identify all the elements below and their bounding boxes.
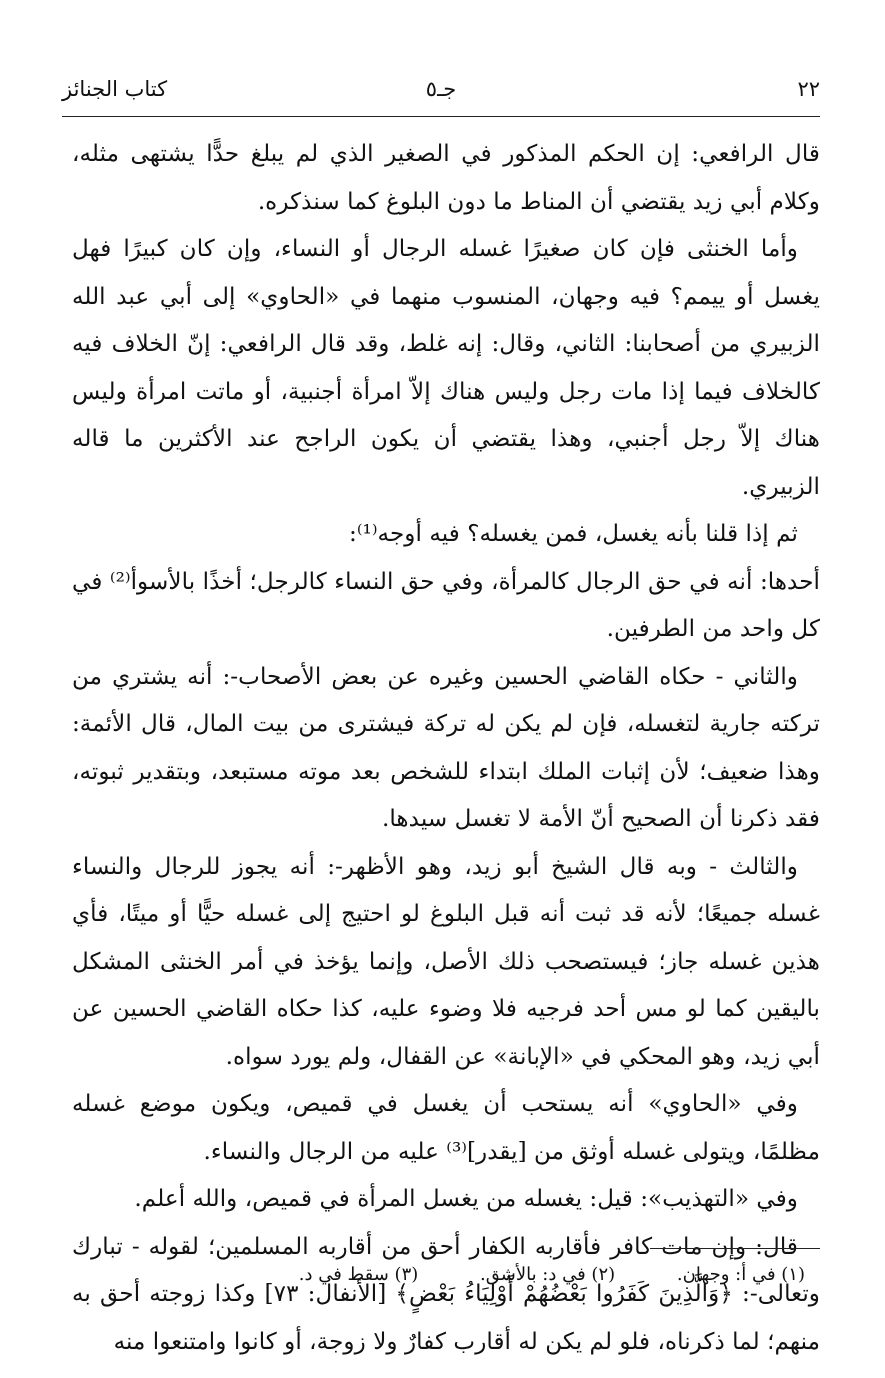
footnote: (٣) سقط في د. (298, 1264, 419, 1285)
paragraph: والثالث - وبه قال الشيخ أبو زيد، وهو الأظهر-: أنه يجوز للرجال والنساء غسله جميعًا؛ لأنه قد ثبت أنه قبل البلوغ لو احتيج إلى غسله حيًّا أو ميتًا، فأي هذين غسله جاز؛ فيستصحب ذلك الأصل، وإنما يؤخذ في أمر الخنثى المشكل باليقين كما لو مس أحد فرجيه فلا وضوء عليه، كذا حكاه القاضي الحسين عن أبي زيد، وهو المحكي في «الإبانة» عن القفال، ولم يورد سواه. (72, 852, 820, 1070)
footnote-rule (650, 1248, 820, 1249)
volume-label: جـ٥ (425, 77, 457, 101)
paragraph: قال الرافعي: إن الحكم المذكور في الصغير الذي لم يبلغ حدًّا يشتهى مثله، وكلام أبي زيد يقتضي أن المناط ما دون البلوغ كما سنذكره. (72, 140, 820, 215)
footnote: (١) في أ: وجهان. (676, 1264, 805, 1285)
footnotes (299, 1260, 805, 1290)
paragraph: أحدها: أنه في حق الرجال كالمرأة، وفي حق النساء كالرجل؛ أخذًا بالأسوأ⁽²⁾ في كل واحد من الطرفين. (72, 567, 820, 642)
header-rule (62, 116, 820, 117)
running-header (62, 72, 820, 112)
paragraph: قال: وإن مات كافر فأقاربه الكفار أحق من أقاربه المسلمين؛ لقوله - تبارك وتعالى-: ﴿وَالَّذِينَ كَفَرُوا بَعْضُهُمْ أَوْلِيَاءُ بَعْضٍ﴾ [الأنفال: ٧٣] وكذا زوجته أحق به منهم؛ لما ذكرناه، فلو لم يكن له أقارب كفارٌ ولا زوجة، أو كانوا وامتنعوا منه (72, 1232, 820, 1355)
book-title: كتاب الجنائز (62, 77, 168, 101)
footnote: (٢) في د: بالأشق. (480, 1264, 616, 1285)
paragraph: والثاني - حكاه القاضي الحسين وغيره عن بعض الأصحاب-: أنه يشتري من تركته جارية لتغسله، فإن لم يكن له تركة فيشترى من بيت المال، قال الأئمة: وهذا ضعيف؛ لأن إثبات الملك ابتداء للشخص بعد موته مستبعد، وبتقدير ثبوته، فقد ذكرنا أن الصحيح أنّ الأمة لا تغسل سيدها. (72, 662, 820, 832)
main-text (72, 130, 820, 1365)
paragraph: وفي «التهذيب»: قيل: يغسله من يغسل المرأة في قميص، والله أعلم. (134, 1185, 798, 1212)
paragraph: وأما الخنثى فإن كان صغيرًا غسله الرجال أو النساء، وإن كان كبيرًا فهل يغسل أو ييمم؟ فيه وجهان، المنسوب منهما في «الحاوي» إلى أبي عبد الله الزبيري من أصحابنا: الثاني، وقال: إنه غلط، وقد قال الرافعي: إنّ الخلاف فيه كالخلاف فيما إذا مات رجل وليس هناك إلاّ امرأة أجنبية، أو ماتت امرأة وليس هناك إلاّ رجل أجنبي، وهذا يقتضي أن يكون الراجح عند الأكثرين ما قاله الزبيري. (72, 235, 820, 500)
paragraph: ثم إذا قلنا بأنه يغسل، فمن يغسله؟ فيه أوجه⁽¹⁾: (349, 520, 798, 547)
paragraph: وفي «الحاوي» أنه يستحب أن يغسل في قميص، ويكون موضع غسله مظلمًا، ويتولى غسله أوثق من [يقدر]⁽³⁾ عليه من الرجال والنساء. (72, 1090, 820, 1165)
page-number: ٢٢ (797, 77, 820, 101)
